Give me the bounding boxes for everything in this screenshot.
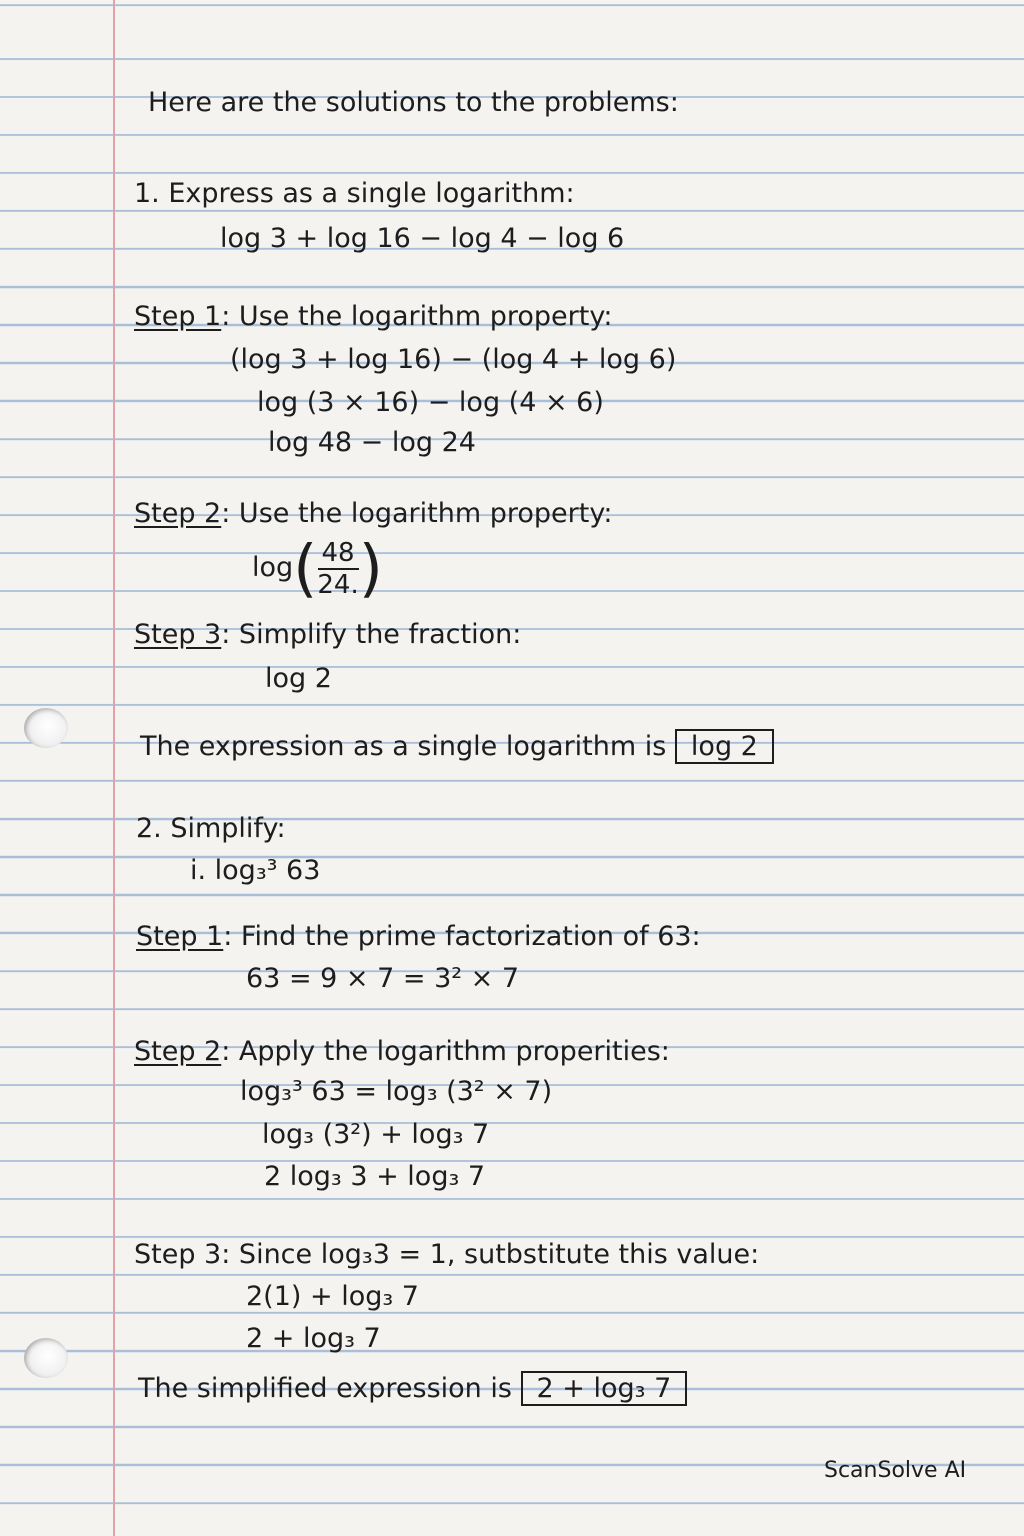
step-label: Step 2 (134, 1036, 222, 1067)
step-text: : Simplify the fraction: (221, 619, 522, 650)
intro-text: Here are the solutions to the problems: (148, 87, 679, 118)
step-label: Step 1 (136, 921, 224, 952)
math-line: 2 + log₃ 7 (246, 1323, 381, 1354)
problem-1-heading: 1. Express as a single logarithm: (134, 178, 575, 209)
math-line: log₃ (3²) + log₃ 7 (262, 1119, 490, 1150)
problem-2-step-3 (134, 1238, 759, 1272)
answer-text: The expression as a single logarithm is (140, 731, 667, 762)
step-text: : Use the logarithm property: (221, 301, 613, 332)
step-label: Step 3 (134, 1239, 222, 1270)
step-label: Step 1 (134, 301, 222, 332)
problem-2-step-1 (136, 920, 701, 954)
left-paren: ( (293, 531, 318, 605)
math-line: log₃³ 63 = log₃ (3² × 7) (240, 1076, 553, 1107)
math-line: (log 3 + log 16) − (log 4 + log 6) (230, 344, 677, 375)
problem-2-step-2 (134, 1035, 670, 1069)
problem-2-sub-i: i. log₃³ 63 (190, 855, 321, 886)
step-text: : Apply the logarithm properities: (221, 1036, 670, 1067)
problem-1-answer (140, 730, 774, 764)
math-line: 63 = 9 × 7 = 3² × 7 (246, 963, 520, 994)
step-text: : Find the prime factorization of 63: (223, 921, 701, 952)
right-paren: ) (358, 531, 383, 605)
fraction (317, 538, 358, 600)
answer-box: log 2 (675, 729, 774, 764)
step-label: Step 2 (134, 498, 222, 529)
math-line: 2 log₃ 3 + log₃ 7 (264, 1161, 486, 1192)
denominator: 24. (317, 569, 359, 600)
answer-text: The simplified expression is (138, 1373, 512, 1404)
problem-2-heading: 2. Simplify: (136, 813, 286, 844)
margin-line (113, 0, 115, 1536)
problem-1-step-1 (134, 300, 612, 334)
math-line: log (3 × 16) − log (4 × 6) (257, 387, 604, 418)
math-line: 2(1) + log₃ 7 (246, 1281, 419, 1312)
problem-1-expression: log 3 + log 16 − log 4 − log 6 (220, 223, 625, 254)
punch-hole (24, 708, 68, 748)
answer-box: 2 + log₃ 7 (521, 1371, 688, 1406)
math-line: log 48 − log 24 (268, 427, 476, 458)
log-text: log (252, 552, 294, 583)
step-text: : Since log₃3 = 1, sutbstitute this value: (221, 1239, 760, 1270)
brand-watermark: ScanSolve AI (824, 1458, 967, 1483)
punch-hole (24, 1338, 68, 1378)
step-text: : Use the logarithm property: (221, 498, 613, 529)
step-label: Step 3 (134, 619, 222, 650)
problem-1-step-3 (134, 618, 521, 652)
problem-1-step-2 (134, 497, 612, 531)
problem-2-answer (138, 1372, 687, 1406)
math-line: log 2 (265, 663, 332, 694)
numerator: 48 (318, 538, 359, 570)
fraction-expression (252, 532, 383, 604)
